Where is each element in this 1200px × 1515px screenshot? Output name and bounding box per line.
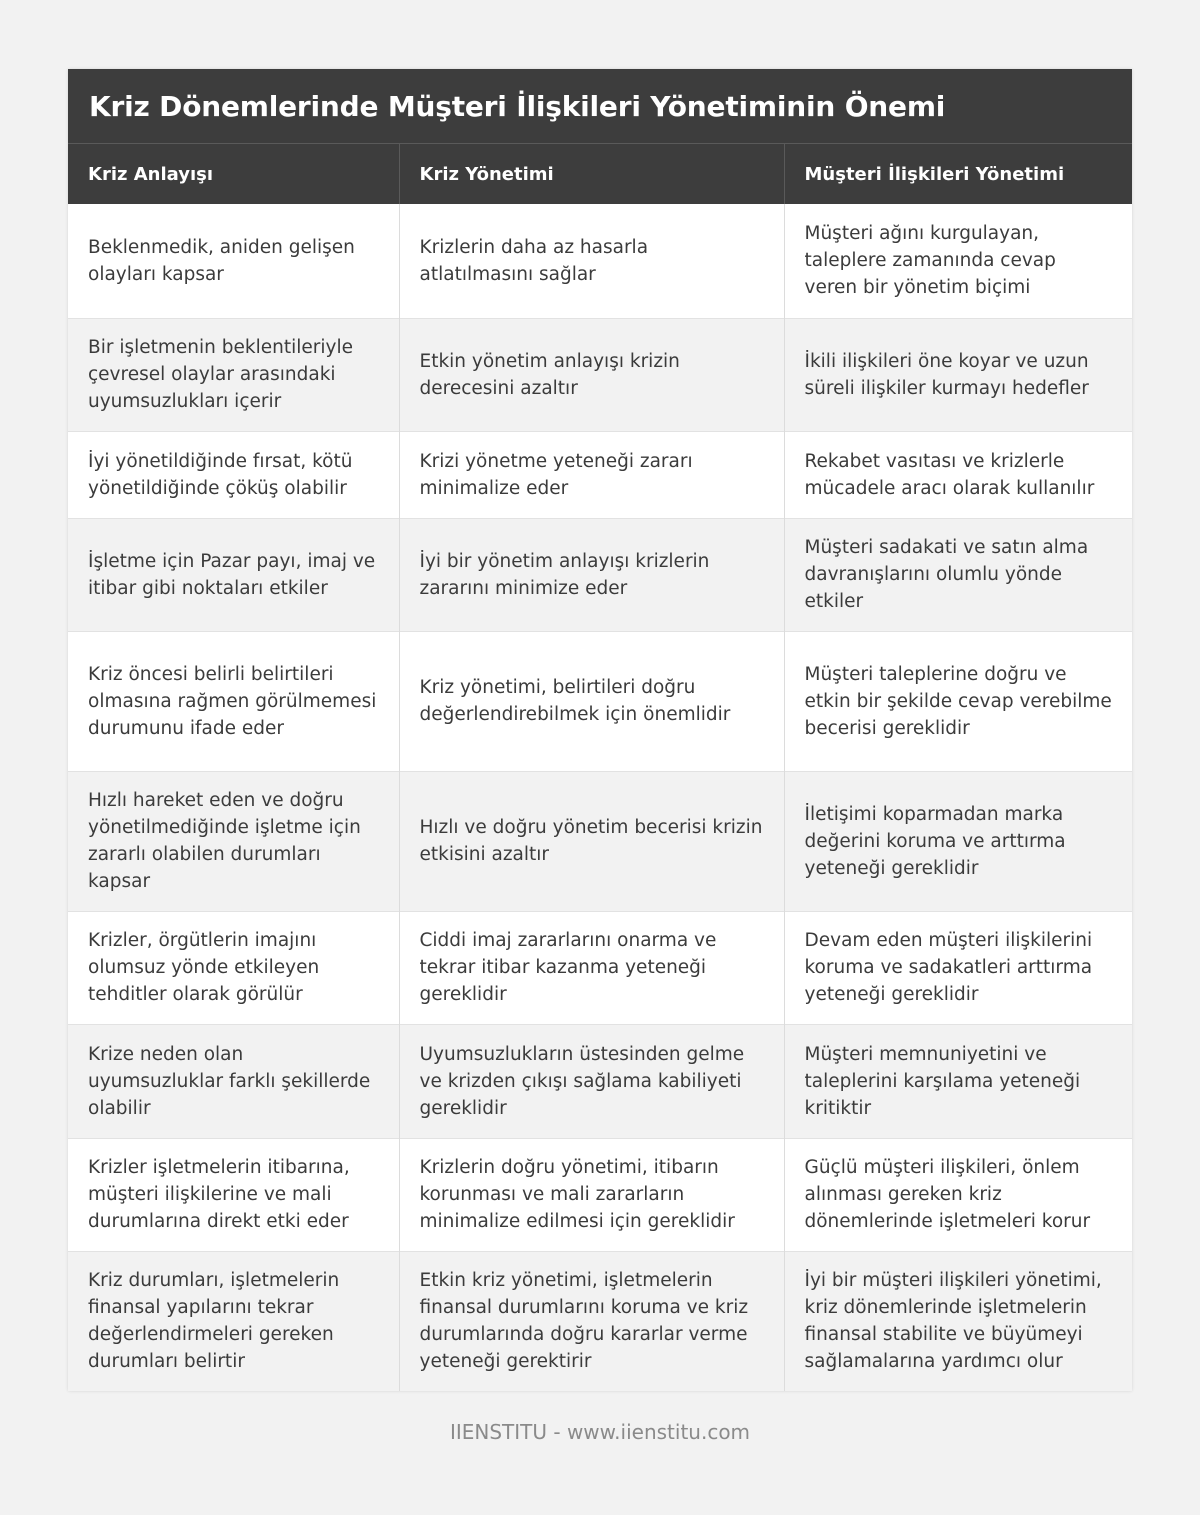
table-cell: Müşteri ağını kurgulayan, taleplere zamanında cevap veren bir yönetim biçimi <box>784 204 1132 318</box>
table-cell: İkili ilişkileri öne koyar ve uzun süreli ilişkiler kurmayı hedefler <box>784 318 1132 431</box>
table-cell: Etkin kriz yönetimi, işletmelerin finansal durumlarını koruma ve kriz durumlarında doğru kararlar verme yeteneği gerektirir <box>399 1251 784 1391</box>
table-cell: İyi bir yönetim anlayışı krizlerin zararını minimize eder <box>399 518 784 631</box>
table-cell: Kriz durumları, işletmelerin finansal yapılarını tekrar değerlendirmeleri gereken durumları belirtir <box>68 1251 399 1391</box>
header-row <box>68 144 1132 204</box>
table-card <box>68 69 1132 1391</box>
table-cell: Müşteri taleplerine doğru ve etkin bir şekilde cevap verebilme becerisi gereklidir <box>784 631 1132 771</box>
column-header-kriz-anlayisi: Kriz Anlayışı <box>68 144 399 204</box>
table-header <box>68 144 1132 204</box>
table-cell: Krize neden olan uyumsuzluklar farklı şekillerde olabilir <box>68 1024 399 1138</box>
data-table <box>68 144 1132 1391</box>
table-row <box>68 911 1132 1024</box>
table-cell: Devam eden müşteri ilişkilerini koruma ve sadakatleri arttırma yeteneği gereklidir <box>784 911 1132 1024</box>
table-cell: İyi bir müşteri ilişkileri yönetimi, kriz dönemlerinde işletmelerin finansal stabilite ve büyümeyi sağlamalarına yardımcı olur <box>784 1251 1132 1391</box>
table-cell: İletişimi koparmadan marka değerini koruma ve arttırma yeteneği gereklidir <box>784 771 1132 911</box>
table-row <box>68 1138 1132 1251</box>
table-cell: Kriz öncesi belirli belirtileri olmasına rağmen görülmemesi durumunu ifade eder <box>68 631 399 771</box>
table-cell: Rekabet vasıtası ve krizlerle mücadele aracı olarak kullanılır <box>784 431 1132 518</box>
table-cell: İşletme için Pazar payı, imaj ve itibar gibi noktaları etkiler <box>68 518 399 631</box>
table-cell: Hızlı hareket eden ve doğru yönetilmediğinde işletme için zararlı olabilen durumları kapsar <box>68 771 399 911</box>
table-row <box>68 518 1132 631</box>
table-row <box>68 1251 1132 1391</box>
table-cell: Uyumsuzlukların üstesinden gelme ve krizden çıkışı sağlama kabiliyeti gereklidir <box>399 1024 784 1138</box>
column-header-kriz-yonetimi: Kriz Yönetimi <box>399 144 784 204</box>
table-cell: Müşteri sadakati ve satın alma davranışlarını olumlu yönde etkiler <box>784 518 1132 631</box>
table-row <box>68 771 1132 911</box>
table-row <box>68 1024 1132 1138</box>
page-title: Kriz Dönemlerinde Müşteri İlişkileri Yönetiminin Önemi <box>89 89 946 123</box>
table-cell: Krizi yönetme yeteneği zararı minimalize eder <box>399 431 784 518</box>
title-bar <box>68 69 1132 144</box>
table-cell: Bir işletmenin beklentileriyle çevresel olaylar arasındaki uyumsuzlukları içerir <box>68 318 399 431</box>
table-cell: Hızlı ve doğru yönetim becerisi krizin etkisini azaltır <box>399 771 784 911</box>
footer-credit: IIENSTITU - www.iienstitu.com <box>449 1420 751 1444</box>
table-row <box>68 431 1132 518</box>
table-cell: Ciddi imaj zararlarını onarma ve tekrar itibar kazanma yeteneği gereklidir <box>399 911 784 1024</box>
table-cell: Krizlerin daha az hasarla atlatılmasını sağlar <box>399 204 784 318</box>
table-body <box>68 204 1132 1391</box>
table-cell: Krizlerin doğru yönetimi, itibarın korunması ve mali zararların minimalize edilmesi için gereklidir <box>399 1138 784 1251</box>
table-cell: Krizler işletmelerin itibarına, müşteri ilişkilerine ve mali durumlarına direkt etki eder <box>68 1138 399 1251</box>
table-row <box>68 204 1132 318</box>
table-cell: Beklenmedik, aniden gelişen olayları kapsar <box>68 204 399 318</box>
table-cell: Kriz yönetimi, belirtileri doğru değerlendirebilmek için önemlidir <box>399 631 784 771</box>
table-row <box>68 318 1132 431</box>
table-row <box>68 631 1132 771</box>
table-cell: Krizler, örgütlerin imajını olumsuz yönde etkileyen tehditler olarak görülür <box>68 911 399 1024</box>
column-header-musteri-iliskileri-yonetimi: Müşteri İlişkileri Yönetimi <box>784 144 1132 204</box>
table-cell: Güçlü müşteri ilişkileri, önlem alınması gereken kriz dönemlerinde işletmeleri korur <box>784 1138 1132 1251</box>
table-cell: İyi yönetildiğinde fırsat, kötü yönetildiğinde çöküş olabilir <box>68 431 399 518</box>
table-cell: Etkin yönetim anlayışı krizin derecesini azaltır <box>399 318 784 431</box>
table-cell: Müşteri memnuniyetini ve taleplerini karşılama yeteneği kritiktir <box>784 1024 1132 1138</box>
